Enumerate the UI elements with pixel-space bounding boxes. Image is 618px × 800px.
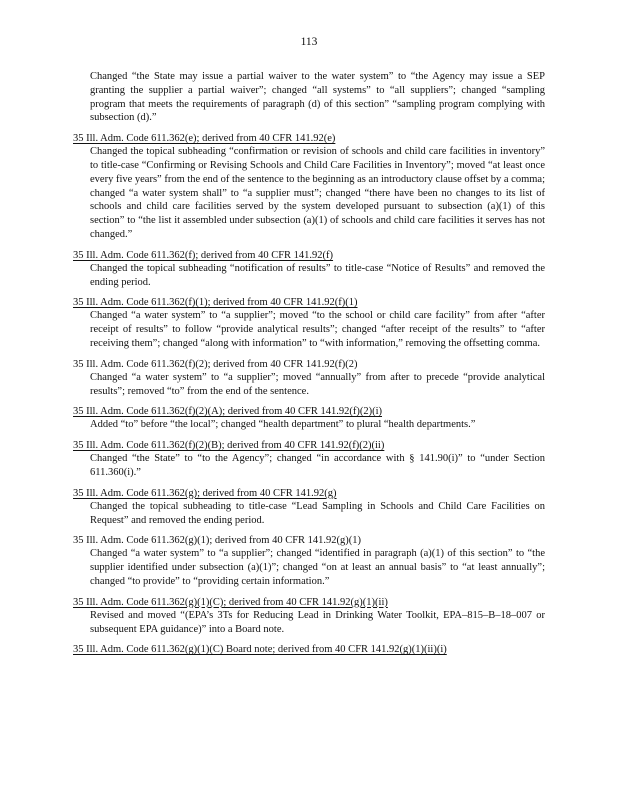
entry-text: Changed the topical subheading to title-case “Lead Sampling in Schools and Child Care Facilities on Request” and removed the ending period.	[90, 500, 545, 526]
entry-611-362-g-1	[73, 534, 545, 588]
entry-heading: 35 Ill. Adm. Code 611.362(g)(1); derived from 40 CFR 141.92(g)(1)	[73, 535, 362, 547]
entry-text: Changed the topical subheading “notification of results” to title-case “Notice of Results” and removed the ending period.	[90, 262, 545, 288]
entry-text: Changed “the State” to “to the Agency”; changed “in accordance with § 141.90(i)” to “under Section 611.360(i).”	[90, 453, 545, 478]
entry-heading: 35 Ill. Adm. Code 611.362(f)(2)(B); derived from 40 CFR 141.92(f)(2)(ii)	[73, 440, 385, 452]
entry-heading: 35 Ill. Adm. Code 611.362(g)(1)(C); derived from 40 CFR 141.92(g)(1)(ii)	[73, 596, 388, 608]
entry-611-362-f-1	[73, 296, 545, 350]
entry-text: Revised and moved “(EPA’s 3Ts for Reducing Lead in Drinking Water Toolkit, EPA–815–B–18–007 or subsequent EPA guidance)” into a Board note.	[90, 609, 545, 635]
entry-text: Changed “a water system” to “a supplier”; changed “identified in paragraph (a)(1) of this section” to “the supplier identified under subsection (a)(1)”; changed “on at least an annual basis” to “at least annually”; changed “to provide” to “providing certain information.”	[90, 548, 545, 587]
entry-heading: 35 Ill. Adm. Code 611.362(g)(1)(C) Board note; derived from 40 CFR 141.92(g)(1)(ii)(i)	[73, 644, 447, 656]
entry-heading: 35 Ill. Adm. Code 611.362(e); derived from 40 CFR 141.92(e)	[73, 133, 336, 145]
entry-text: Changed “a water system” to “a supplier”; moved “annually” from after to precede “provide analytical results”; removed “to” from the end of the sentence.	[90, 371, 545, 397]
page-number: 113	[300, 36, 318, 48]
entry-heading: 35 Ill. Adm. Code 611.362(f)(2)(A); derived from 40 CFR 141.92(f)(2)(i)	[73, 406, 383, 418]
entry-611-362-f-2-a	[73, 405, 545, 432]
entry-611-362-g	[73, 487, 545, 528]
entry-text: Changed the topical subheading “confirmation or revision of schools and child care facilities in inventory” to title-case “Confirming or Revising Schools and Child Care Facilities in Inventory”; moved “at least once every five years” from the end of the sentence to the beginning as an introductory clause offset by a comma; changed “a water system shall” to “a supplier must”; changed “there have been no changes to its list of schools and child care facilities served by the system developed pursuant to subsection (a)(1) of this section” to “the list it assembled under subsection (a)(1) of schools and child care facilities it serves has not changed.”	[90, 146, 545, 240]
document-body	[73, 70, 545, 663]
entry-heading: 35 Ill. Adm. Code 611.362(g); derived from 40 CFR 141.92(g)	[73, 487, 337, 499]
entry-intro	[73, 70, 545, 125]
entry-text: Added “to” before “the local”; changed “health department” to plural “health departments.”	[90, 419, 476, 431]
entry-611-362-g-1-c-board-note	[73, 643, 545, 656]
entry-text: Changed “a water system” to “a supplier”; moved “to the school or child care facility” from after “after receipt of results” to follow “provide analytical results”; changed “after receipt of the results” to “after receiving them”; changed “along with information” to “with information,” removing the offsetting comma.	[90, 310, 545, 349]
entry-heading: 35 Ill. Adm. Code 611.362(f)(2); derived from 40 CFR 141.92(f)(2)	[73, 358, 358, 370]
entry-heading: 35 Ill. Adm. Code 611.362(f)(1); derived from 40 CFR 141.92(f)(1)	[73, 297, 358, 309]
entry-heading: 35 Ill. Adm. Code 611.362(f); derived from 40 CFR 141.92(f)	[73, 249, 334, 261]
entry-611-362-f-2-b	[73, 439, 545, 480]
entry-611-362-f-2	[73, 358, 545, 399]
entry-611-362-e	[73, 132, 545, 242]
entry-text: Changed “the State may issue a partial waiver to the water system” to “the Agency may issue a SEP granting the supplier a partial waiver”; changed “all systems” to “all suppliers”; changed “sampling program that meets the requirements of paragraph (d) of this section” “sampling program complying with subsection (d).”	[90, 71, 545, 124]
entry-611-362-g-1-c	[73, 596, 545, 637]
entry-611-362-f	[73, 249, 545, 290]
